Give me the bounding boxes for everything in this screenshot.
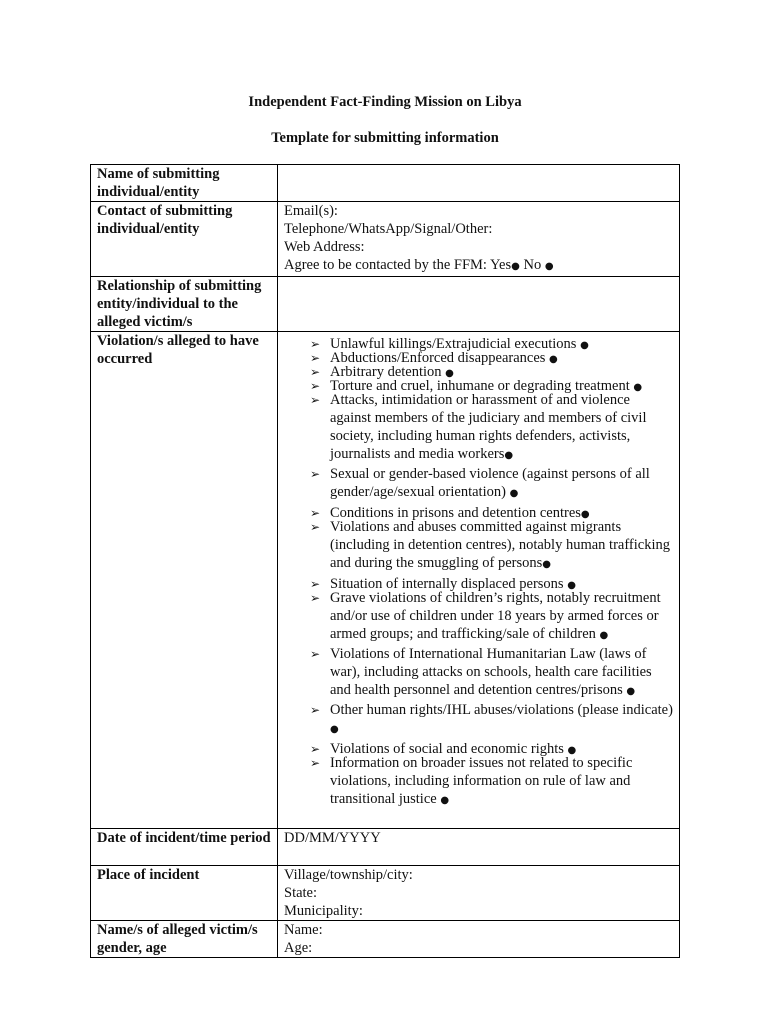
- victim-label: Name/s of alleged victim/s gender, age: [91, 921, 278, 958]
- victim-age-line: Age:: [284, 940, 313, 956]
- victim-name-line: Name:: [284, 922, 323, 938]
- victim-field[interactable]: [278, 921, 680, 958]
- violations-label: Violation/s alleged to have occurred: [91, 332, 278, 829]
- violation-item[interactable]: ➢ Sexual or gender-based violence (against persons of all gender/age/sexual orientation) ●: [310, 466, 650, 500]
- agree-no-label: No: [523, 257, 542, 273]
- contact-label: Contact of submitting individual/entity: [91, 202, 278, 277]
- submitter-name-label: Name of submitting individual/entity: [91, 165, 278, 202]
- arrow-bullet-icon: ➢: [310, 351, 321, 365]
- submission-form-table: [90, 164, 680, 958]
- row-place: [91, 866, 680, 921]
- violations-list: [284, 332, 673, 828]
- dot-icon[interactable]: ●: [580, 509, 590, 520]
- dot-icon[interactable]: ●: [440, 795, 450, 806]
- violation-item[interactable]: ➢ Violations of social and economic rights ●: [310, 741, 577, 757]
- row-submitter-name: [91, 165, 680, 202]
- dot-icon[interactable]: ●: [599, 630, 609, 641]
- row-date: [91, 829, 680, 866]
- date-label: Date of incident/time period: [91, 829, 278, 866]
- agree-line: [284, 256, 673, 276]
- violation-item[interactable]: ➢ Conditions in prisons and detention centres●: [310, 505, 590, 521]
- arrow-bullet-icon: ➢: [310, 591, 321, 605]
- agree-yes-label: Agree to be contacted by the FFM: Yes: [284, 257, 512, 273]
- arrow-bullet-icon: ➢: [310, 577, 321, 591]
- violations-field: [278, 332, 680, 829]
- arrow-bullet-icon: ➢: [310, 742, 321, 756]
- row-relationship: [91, 277, 680, 332]
- arrow-bullet-icon: ➢: [310, 506, 321, 520]
- violation-item[interactable]: ➢ Abductions/Enforced disappearances ●: [310, 350, 558, 366]
- dot-icon[interactable]: ●: [504, 450, 514, 461]
- row-victim: [91, 921, 680, 958]
- violation-item[interactable]: ➢ Situation of internally displaced persons ●: [310, 576, 576, 592]
- violation-item[interactable]: ➢ Unlawful killings/Extrajudicial executions ●: [310, 336, 589, 352]
- violation-item[interactable]: ➢ Violations and abuses committed against migrants (including in detention centres), notably human trafficking and during the smuggling of persons●: [310, 519, 670, 571]
- dot-icon[interactable]: ●: [330, 724, 339, 735]
- arrow-bullet-icon: ➢: [310, 756, 321, 770]
- arrow-bullet-icon: ➢: [310, 379, 321, 393]
- dot-icon[interactable]: ●: [633, 382, 643, 393]
- violation-item[interactable]: ➢ Violations of International Humanitarian Law (laws of war), including attacks on schools, health care facilities and health personnel and detention centres/prisons ●: [310, 646, 652, 698]
- village-line: Village/township/city:: [284, 867, 413, 883]
- arrow-bullet-icon: ➢: [310, 467, 321, 481]
- arrow-bullet-icon: ➢: [310, 337, 321, 351]
- document-title: Independent Fact-Finding Mission on Libya: [248, 94, 522, 110]
- row-contact: [91, 202, 680, 277]
- date-field[interactable]: DD/MM/YYYY: [278, 829, 680, 866]
- dot-icon[interactable]: ●: [580, 340, 589, 351]
- violation-item[interactable]: ➢ Arbitrary detention ●: [310, 364, 454, 380]
- web-line: Web Address:: [284, 239, 365, 255]
- dot-icon[interactable]: ●: [626, 686, 636, 697]
- violation-item[interactable]: ➢ Other human rights/IHL abuses/violations (please indicate) ●: [310, 702, 673, 735]
- arrow-bullet-icon: ➢: [310, 647, 321, 661]
- dot-icon[interactable]: ●: [445, 368, 454, 379]
- arrow-bullet-icon: ➢: [310, 365, 321, 379]
- municipality-line: Municipality:: [284, 903, 363, 919]
- contact-field[interactable]: [278, 202, 680, 277]
- dot-icon[interactable]: ●: [542, 559, 551, 570]
- row-violations: [91, 332, 680, 829]
- violation-item[interactable]: ➢ Torture and cruel, inhumane or degrading treatment ●: [310, 378, 643, 394]
- submitter-name-field[interactable]: [278, 165, 680, 202]
- relationship-field[interactable]: [278, 277, 680, 332]
- violation-item[interactable]: ➢ Information on broader issues not related to specific violations, including information on rule of law and transitional justice ●: [310, 755, 633, 807]
- email-line: Email(s):: [284, 203, 338, 219]
- place-label: Place of incident: [91, 866, 278, 921]
- dot-icon[interactable]: ●: [567, 745, 577, 756]
- arrow-bullet-icon: ➢: [310, 703, 321, 717]
- dot-icon[interactable]: ●: [509, 488, 519, 499]
- arrow-bullet-icon: ➢: [310, 520, 321, 534]
- place-field[interactable]: [278, 866, 680, 921]
- violation-item[interactable]: ➢ Grave violations of children’s rights, notably recruitment and/or use of children under 18 years by armed forces or armed groups; and trafficking/sale of children ●: [310, 590, 661, 642]
- no-dot-icon[interactable]: ●: [544, 261, 554, 272]
- violation-item[interactable]: ➢ Attacks, intimidation or harassment of and violence against members of the judiciary and members of civil society, including human rights defenders, activists, journalists and media workers●: [310, 392, 647, 462]
- phone-line: Telephone/WhatsApp/Signal/Other:: [284, 221, 493, 237]
- document-subtitle: Template for submitting information: [271, 130, 499, 146]
- dot-icon[interactable]: ●: [549, 354, 558, 365]
- arrow-bullet-icon: ➢: [310, 393, 321, 407]
- yes-dot-icon[interactable]: ●: [511, 261, 520, 272]
- relationship-label: Relationship of submitting entity/individual to the alleged victim/s: [91, 277, 278, 332]
- dot-icon[interactable]: ●: [567, 580, 576, 591]
- state-line: State:: [284, 885, 318, 901]
